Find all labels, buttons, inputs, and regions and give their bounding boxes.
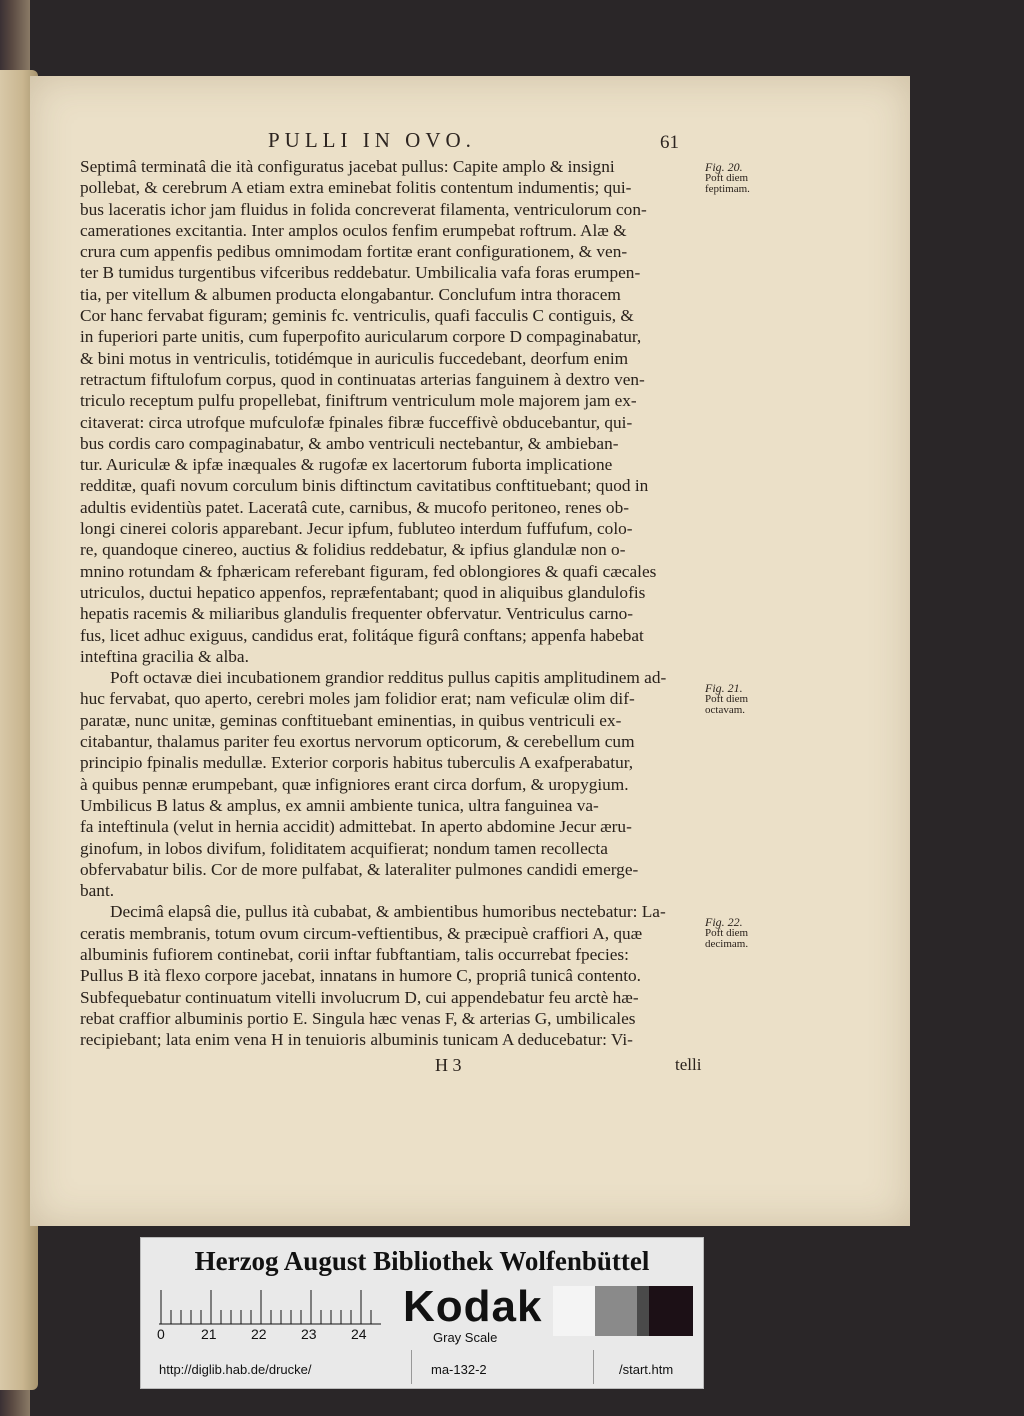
gray-swatch-dark xyxy=(637,1286,649,1336)
text-line: Decimâ elapsâ die, pullus ità cubabat, & ambientibus humoribus nectebatur: La- xyxy=(110,902,666,922)
text-line: pollebat, & cerebrum A etiam extra eminebat folitis contentum indumentis; qui- xyxy=(80,178,632,198)
text-line: fus, licet adhuc exiguus, candidus erat, folitáque figurâ conftans; appenfa habebat xyxy=(80,625,644,645)
gray-swatch-white xyxy=(553,1286,595,1336)
text-line: in fuperiori parte unitis, cum fuperpofito auricularum corpore D compaginabatur, xyxy=(80,327,642,347)
signature-mark: H 3 xyxy=(435,1055,462,1075)
margin-note-line: Poft diem xyxy=(705,172,749,184)
ruler-icon xyxy=(159,1286,381,1326)
gray-swatch-black xyxy=(649,1286,693,1336)
text-line: & bini motus in ventriculis, totidémque in auriculis fuccedebant, deorfum enim xyxy=(80,348,629,368)
text-line: redditæ, quafi novum corculum binis diftinctum cavitatibus conftituebant; quod in xyxy=(80,476,649,496)
shelfmark: ma-132-2 xyxy=(431,1362,487,1377)
ruler-label: 21 xyxy=(201,1326,217,1342)
margin-note-line: octavam. xyxy=(705,704,746,716)
margin-note-line: Poft diem xyxy=(705,927,749,939)
margin-note-line: Poft diem xyxy=(705,693,749,705)
text-line: ginofum, in lobos divifum, foliditatem acquifierat; nondum tamen recollecta xyxy=(80,838,608,858)
text-line: bant. xyxy=(80,881,115,901)
gray-swatch-mid xyxy=(595,1286,637,1336)
catchword: telli xyxy=(675,1055,702,1074)
text-line: citaverat: circa utrofque mufculofæ fpinales fibræ fucceffivè obducebantur, qui- xyxy=(80,412,633,432)
text-line: tur. Auriculæ & ipfæ inæquales & rugofæ ex lacertorum fuborta implicatione xyxy=(80,455,613,475)
text-line: tia, per vitellum & albumen producta elongabantur. Conclufum intra thoracem xyxy=(80,284,621,304)
text-line: re, quandoque cinereo, auctius & folidius reddebatur, & ipfius glandulæ non o- xyxy=(80,540,626,560)
text-line: albuminis fufiorem continebat, corii inftar fubftantiam, talis occurrebat fpecies: xyxy=(80,944,629,964)
text-line: Poft octavæ diei incubationem grandior redditus pullus capitis amplitudinem ad- xyxy=(110,668,667,688)
text-line: à quibus pennæ erumpebant, quæ infigniores erant circa dorfum, & uropygium. xyxy=(80,774,629,794)
margin-note-line: feptimam. xyxy=(705,183,750,195)
text-line: ceratis membranis, totum ovum circum-veftientibus, & præcipuè craffiori A, quæ xyxy=(80,923,643,943)
text-line: recipiebant; lata enim vena H in tenuioris albuminis tunicam A deducebatur: Vi- xyxy=(80,1030,633,1050)
scan-link-row xyxy=(141,1356,703,1382)
margin-note-fig-20 xyxy=(705,162,785,195)
ruler-label: 22 xyxy=(251,1326,267,1342)
text-line: Subfequebatur continuatum vitelli involucrum D, cui appendebatur feu arctè hæ- xyxy=(80,987,639,1007)
text-line: obfervabatur bilis. Cor de more pulfabat, & lateraliter pulmones candidi emerge- xyxy=(80,859,639,879)
text-line: crura cum appenfis pedibus omnimodam fortitæ erant configurationem, & ven- xyxy=(80,242,628,262)
text-line: paratæ, nunc unitæ, geminas conftituebant eminentias, in quibus ventriculi ex- xyxy=(80,710,622,730)
text-line: retractum fiftulofum corpus, quod in continuatas arterias fanguinem à dextro ven- xyxy=(80,369,645,389)
margin-fig-label: Fig. 20. xyxy=(705,160,743,174)
margin-note-fig-22 xyxy=(705,917,785,950)
text-line: hepatis racemis & miliaribus glandulis frequenter obfervatur. Ventriculus carno- xyxy=(80,604,633,624)
text-line: bus laceratis ichor jam fluidus in folida concreverat filamenta, ventriculorum con- xyxy=(80,199,647,219)
text-line: rebat craffior albuminis portio E. Singula hæc venas F, & arterias G, umbilicales xyxy=(80,1008,636,1028)
margin-fig-label: Fig. 21. xyxy=(705,681,743,695)
text-line: fa inteftinula (velut in hernia accidit) admittebat. In aperto abdomine Jecur æru- xyxy=(80,817,632,837)
scan-target-card xyxy=(140,1237,704,1389)
text-line: mnino rotundam & fphæricam referebant figuram, fed oblongiores & quafi cæcales xyxy=(80,561,657,581)
text-line: inteftina gracilia & alba. xyxy=(80,646,249,666)
margin-note-fig-21 xyxy=(705,683,785,716)
text-line: huc fervabat, quo aperto, cerebri moles jam folidior erat; nam veficulæ olim dif- xyxy=(80,689,635,709)
text-line: camerationes excitantia. Inter amplos oculos fenfim erumpebat roftrum. Alæ & xyxy=(80,220,627,240)
text-line: Umbilicus B latus & amplus, ex amnii ambiente tunica, ultra fanguinea va- xyxy=(80,795,599,815)
text-line: Septimâ terminatâ die ità configuratus jacebat pullus: Capite amplo & insigni xyxy=(80,157,615,176)
text-line: utriculos, ductui hepatico appenfos, repræfentabant; quod in aliquibus glandulofis xyxy=(80,582,646,602)
paragraph-septima xyxy=(80,156,705,667)
gray-scale-label: Gray Scale xyxy=(433,1330,498,1345)
text-line: principio fpinalis medullæ. Exterior corporis habitus tuberculis A exafperabatur, xyxy=(80,753,634,773)
start-link: /start.htm xyxy=(619,1362,674,1377)
page-number: 61 xyxy=(660,132,679,153)
margin-fig-label: Fig. 22. xyxy=(705,915,743,929)
paragraph-octava xyxy=(80,667,705,901)
text-line: bus cordis caro compaginabatur, & ambo ventriculi nectebantur, & ambieban- xyxy=(80,433,619,453)
ruler-label: 23 xyxy=(301,1326,317,1342)
body-text xyxy=(80,156,705,1050)
text-line: ter B tumidus turgentibus vifceribus reddebatur. Umbilicalia vafa foras erumpen- xyxy=(80,263,641,283)
margin-note-line: decimam. xyxy=(705,938,749,950)
text-line: Pullus B ità flexo corpore jacebat, innatans in humore C, propriâ tunicâ contento. xyxy=(80,966,642,986)
text-line: triculo receptum pulfu propellebat, finiftrum ventriculum mole majorem jam ex- xyxy=(80,391,637,411)
text-line: Cor hanc fervabat figuram; geminis fc. ventriculis, quafi facculis C contiguis, & xyxy=(80,306,634,326)
ruler-label: 24 xyxy=(351,1326,367,1342)
paragraph-decima xyxy=(80,901,705,1050)
text-line: citabantur, thalamus pariter feu exortus nervorum opticorum, & cerebellum cum xyxy=(80,732,635,752)
ruler-label: 0 xyxy=(157,1326,165,1342)
text-line: adultis evidentiùs patet. Laceratâ cute, carnibus, & mucofo peritoneo, renes ob- xyxy=(80,497,629,517)
text-line: longi cinerei coloris apparebant. Jecur ipfum, fubluteo interdum fuffufum, colo- xyxy=(80,519,633,539)
running-title: PULLI IN OVO. xyxy=(268,128,476,152)
library-name: Herzog August Bibliothek Wolfenbüttel xyxy=(194,1246,650,1276)
kodak-logo: Kodak xyxy=(403,1282,543,1331)
diglib-url: http://diglib.hab.de/drucke/ xyxy=(159,1362,312,1377)
